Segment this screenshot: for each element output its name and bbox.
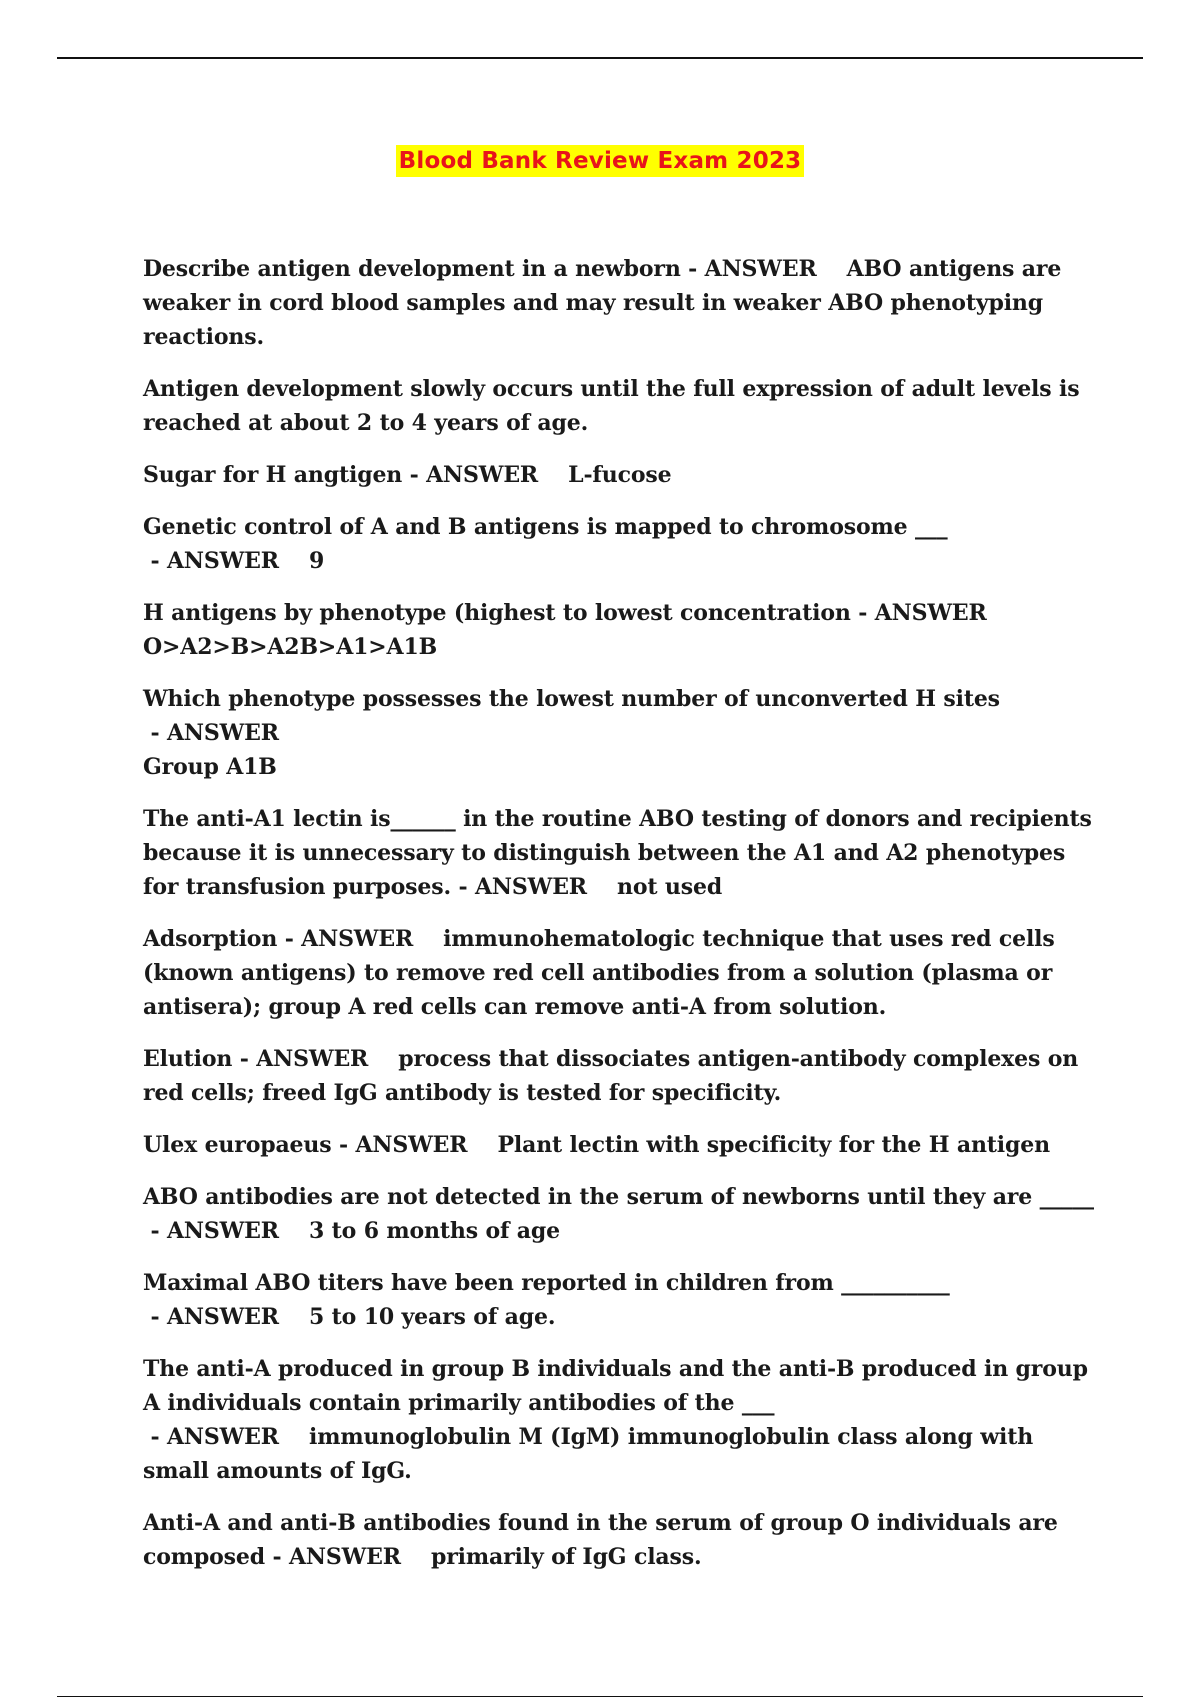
qa-item-3	[143, 458, 1103, 492]
answer-separator: - ANSWER	[277, 926, 414, 952]
qa-item-14	[143, 1506, 1103, 1574]
answer-text: 3 to 6 months of age	[308, 1218, 560, 1244]
top-rule	[57, 57, 1143, 59]
question-text: Genetic control of A and B antigens is mapped to chromosome ___	[143, 514, 948, 540]
answer-separator: - ANSWER	[331, 1132, 468, 1158]
answer-separator: - ANSWER	[402, 462, 539, 488]
question-text: Antigen development slowly occurs until the full expression of adult levels is reached at about 2 to 4 years of age.	[143, 376, 1080, 436]
bottom-rule	[57, 1696, 1143, 1697]
answer-text: ABO antigens are weaker in cord blood samples and may result in weaker ABO phenotyping reactions.	[143, 256, 1062, 350]
qa-item-7	[143, 802, 1103, 904]
qa-item-10	[143, 1128, 1103, 1162]
question-text: H antigens by phenotype (highest to lowest concentration	[143, 600, 851, 626]
qa-item-4	[143, 510, 1103, 578]
question-text: Ulex europaeus	[143, 1132, 332, 1158]
question-text: The anti-A produced in group B individuals and the anti-B produced in group A individuals contain primarily antibodies of the ___	[143, 1356, 1088, 1416]
answer-separator: - ANSWER	[264, 1544, 401, 1570]
answer-text: immunoglobulin M (IgM) immunoglobulin class along with small amounts of IgG.	[143, 1424, 1034, 1484]
qa-item-1	[143, 252, 1103, 354]
qa-item-8	[143, 922, 1103, 1024]
answer-text: Plant lectin with specificity for the H antigen	[497, 1132, 1050, 1158]
answer-text: primarily of IgG class.	[430, 1544, 702, 1570]
qa-item-6	[143, 682, 1103, 784]
answer-separator: - ANSWER	[680, 256, 817, 282]
answer-separator: - ANSWER	[232, 1046, 369, 1072]
question-text: Which phenotype possesses the lowest number of unconverted H sites	[143, 686, 1000, 712]
qa-item-9	[143, 1042, 1103, 1110]
answer-text: immunohematologic technique that uses red cells (known antigens) to remove red cell antibodies from a solution (plasma or antisera); group A red cells can remove anti-A from solution.	[143, 926, 1055, 1020]
question-text: Anti-A and anti-B antibodies found in the serum of group O individuals are composed	[143, 1510, 1058, 1570]
question-text: Describe antigen development in a newborn	[143, 256, 681, 282]
answer-text: Group A1B	[143, 754, 277, 780]
answer-separator: - ANSWER	[143, 1218, 279, 1244]
answer-text: process that dissociates antigen-antibody complexes on red cells; freed IgG antibody is tested for specificity.	[143, 1046, 1079, 1106]
title-container	[0, 145, 1200, 177]
document-title: Blood Bank Review Exam 2023	[396, 145, 805, 177]
qa-item-13	[143, 1352, 1103, 1488]
answer-separator: - ANSWER	[850, 600, 987, 626]
answer-text: L-fucose	[568, 462, 672, 488]
answer-separator: - ANSWER	[143, 720, 279, 746]
qa-list	[143, 252, 1103, 1592]
qa-item-2	[143, 372, 1103, 440]
question-text: Maximal ABO titers have been reported in children from __________	[143, 1270, 950, 1296]
question-text: Elution	[143, 1046, 233, 1072]
answer-text: O>A2>B>A2B>A1>A1B	[143, 634, 438, 660]
answer-text: not used	[617, 874, 723, 900]
answer-text: 9	[308, 548, 325, 574]
answer-separator: - ANSWER	[143, 1424, 279, 1450]
answer-separator: - ANSWER	[143, 548, 279, 574]
question-text: The anti-A1 lectin is______ in the routine ABO testing of donors and recipients because it is unnecessary to distinguish between the A1 and A2 phenotypes for transfusion purposes.	[143, 806, 1092, 900]
qa-item-5	[143, 596, 1103, 664]
answer-separator: - ANSWER	[451, 874, 587, 900]
question-text: ABO antibodies are not detected in the serum of newborns until they are _____	[143, 1184, 1094, 1210]
qa-item-12	[143, 1266, 1103, 1334]
question-text: Adsorption	[143, 926, 278, 952]
question-text: Sugar for H angtigen	[143, 462, 403, 488]
answer-text: 5 to 10 years of age.	[308, 1304, 556, 1330]
qa-item-11	[143, 1180, 1103, 1248]
answer-separator: - ANSWER	[143, 1304, 279, 1330]
